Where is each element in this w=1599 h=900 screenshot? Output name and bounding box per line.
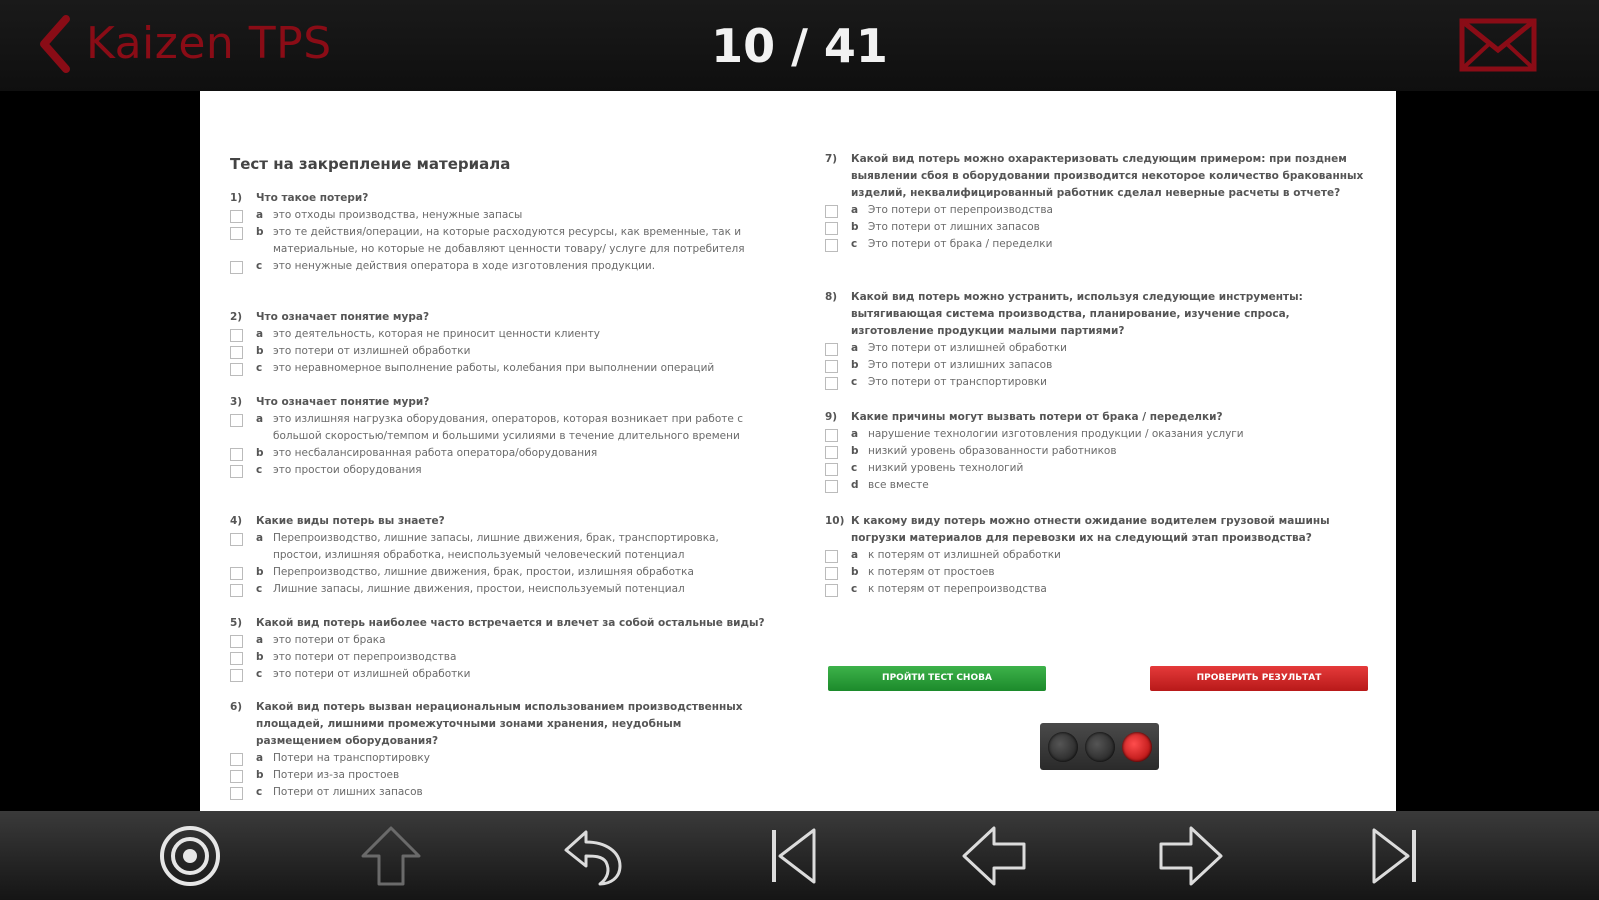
question-number: 2) xyxy=(230,311,243,323)
option-text: Потери из-за простоев xyxy=(273,769,400,781)
answer-option[interactable] xyxy=(230,649,770,666)
question-text xyxy=(230,699,770,750)
answer-checkbox[interactable] xyxy=(230,533,243,546)
answer-checkbox[interactable] xyxy=(825,446,838,459)
option-letter: c xyxy=(256,464,263,476)
answer-option[interactable] xyxy=(230,632,770,649)
question-number: 4) xyxy=(230,515,243,527)
answer-checkbox[interactable] xyxy=(230,414,243,427)
answer-option[interactable] xyxy=(825,443,1370,460)
last-page-button[interactable] xyxy=(1354,817,1434,895)
option-letter: b xyxy=(256,769,264,781)
question-label: К какому виду потерь можно отнести ожидание водителем грузовой машины погрузки материалов для перевозки их на следующий этап производства? xyxy=(851,515,1330,544)
question-number: 9) xyxy=(825,411,838,423)
option-letter: a xyxy=(851,428,859,440)
option-text: низкий уровень образованности работников xyxy=(868,445,1117,457)
traffic-light-off-1 xyxy=(1048,732,1078,762)
option-text: Перепроизводство, лишние движения, брак, простои, излишняя обработка xyxy=(273,566,694,578)
answer-option[interactable] xyxy=(230,564,770,581)
option-text: Это потери от брака / переделки xyxy=(868,238,1053,250)
answer-checkbox[interactable] xyxy=(825,480,838,493)
option-text: это потери от перепроизводства xyxy=(273,651,457,663)
option-text: Это потери от излишних запасов xyxy=(868,359,1053,371)
answer-option[interactable] xyxy=(230,666,770,683)
option-letter: a xyxy=(256,328,264,340)
target-icon xyxy=(158,824,222,888)
option-letter: a xyxy=(851,342,859,354)
envelope-icon xyxy=(1459,18,1537,72)
answer-checkbox[interactable] xyxy=(230,753,243,766)
answer-checkbox[interactable] xyxy=(825,343,838,356)
answer-checkbox[interactable] xyxy=(230,448,243,461)
traffic-light-red xyxy=(1122,732,1152,762)
option-letter: c xyxy=(256,668,263,680)
option-text: Потери от лишних запасов xyxy=(273,786,423,798)
option-letter: c xyxy=(851,238,858,250)
traffic-light xyxy=(1040,723,1159,770)
answer-option[interactable] xyxy=(825,547,1370,564)
option-letter: d xyxy=(851,479,859,491)
answer-checkbox[interactable] xyxy=(230,567,243,580)
question-label: Что такое потери? xyxy=(256,192,369,204)
answer-option[interactable] xyxy=(230,360,770,377)
answer-option[interactable] xyxy=(825,581,1370,598)
bottom-toolbar xyxy=(0,811,1599,900)
page-counter: 10 / 41 xyxy=(711,19,888,73)
option-text: Это потери от излишней обработки xyxy=(868,342,1067,354)
answer-option[interactable] xyxy=(230,750,770,767)
undo-button[interactable] xyxy=(553,817,633,895)
option-letter: a xyxy=(256,634,264,646)
answer-option[interactable] xyxy=(230,224,770,258)
next-page-button[interactable] xyxy=(1150,817,1230,895)
question-number: 7) xyxy=(825,153,838,165)
option-text: все вместе xyxy=(868,479,929,491)
answer-checkbox[interactable] xyxy=(230,635,243,648)
question-block xyxy=(230,699,770,801)
question-text xyxy=(230,394,770,411)
question-block xyxy=(230,394,770,479)
option-text: к потерям от излишней обработки xyxy=(868,549,1061,561)
prev-page-button[interactable] xyxy=(955,817,1035,895)
answer-checkbox[interactable] xyxy=(825,377,838,390)
question-block xyxy=(825,289,1370,391)
question-block xyxy=(230,309,770,377)
question-label: Какие причины могут вызвать потери от брака / переделки? xyxy=(851,411,1223,423)
option-text: Лишние запасы, лишние движения, простои, неиспользуемый потенциал xyxy=(273,583,685,595)
question-text xyxy=(825,513,1370,547)
option-text: это несбалансированная работа оператора/оборудования xyxy=(273,447,598,459)
target-button[interactable] xyxy=(150,817,230,895)
option-text: низкий уровень технологий xyxy=(868,462,1024,474)
question-label: Какой вид потерь можно охарактеризовать следующим примером: при позднем выявлении сбоя в оборудовании производится некоторое количество бракованных изделий, неквалифицированный работник сделал неверные расчеты в отчете? xyxy=(851,153,1364,199)
answer-checkbox[interactable] xyxy=(230,787,243,800)
option-text: это излишняя нагрузка оборудования, операторов, которая возникает при работе с большой скоростью/темпом и большими усилиями в течение длительного времени xyxy=(273,413,743,442)
answer-checkbox[interactable] xyxy=(825,429,838,442)
option-text: это деятельность, которая не приносит ценности клиенту xyxy=(273,328,600,340)
answer-checkbox[interactable] xyxy=(230,227,243,240)
answer-option[interactable] xyxy=(825,564,1370,581)
option-text: это потери от излишней обработки xyxy=(273,345,471,357)
prev-page-icon xyxy=(960,824,1030,888)
option-text: к потерям от простоев xyxy=(868,566,995,578)
question-block xyxy=(825,409,1370,494)
option-letter: c xyxy=(851,583,858,595)
up-arrow-icon xyxy=(359,824,423,888)
question-block xyxy=(230,513,770,598)
answer-checkbox[interactable] xyxy=(230,584,243,597)
option-text: это ненужные действия оператора в ходе изготовления продукции. xyxy=(273,260,656,272)
option-letter: a xyxy=(851,549,859,561)
option-text: Перепроизводство, лишние запасы, лишние движения, брак, транспортировка, простои, излишняя обработка, неиспользуемый человеческий потенциал xyxy=(273,532,719,561)
answer-option[interactable] xyxy=(230,258,770,275)
option-letter: a xyxy=(256,209,264,221)
answer-option[interactable] xyxy=(230,784,770,801)
answer-option[interactable] xyxy=(825,374,1370,391)
option-letter: a xyxy=(851,204,859,216)
answer-checkbox[interactable] xyxy=(230,652,243,665)
first-page-icon xyxy=(766,824,822,888)
option-text: нарушение технологии изготовления продукции / оказания услуги xyxy=(868,428,1244,440)
last-page-icon xyxy=(1366,824,1422,888)
answer-option[interactable] xyxy=(825,477,1370,494)
option-letter: b xyxy=(256,566,264,578)
question-block xyxy=(825,151,1370,253)
question-number: 5) xyxy=(230,617,243,629)
option-letter: a xyxy=(256,413,264,425)
question-number: 10) xyxy=(825,515,845,527)
option-text: это потери от излишней обработки xyxy=(273,668,471,680)
option-letter: b xyxy=(256,345,264,357)
next-page-icon xyxy=(1155,824,1225,888)
option-text: Это потери от транспортировки xyxy=(868,376,1047,388)
document-page xyxy=(200,91,1396,811)
answer-option[interactable] xyxy=(230,343,770,360)
answer-checkbox[interactable] xyxy=(230,363,243,376)
question-label: Какой вид потерь вызван нерациональным использованием производственных площадей, лишними промежуточными зонами хранения, неудобным размещением оборудования? xyxy=(256,701,743,747)
option-letter: b xyxy=(851,566,859,578)
question-block xyxy=(230,615,770,683)
answer-checkbox[interactable] xyxy=(825,360,838,373)
answer-option[interactable] xyxy=(825,340,1370,357)
first-page-button[interactable] xyxy=(754,817,834,895)
answer-option[interactable] xyxy=(230,326,770,343)
answer-option[interactable] xyxy=(230,207,770,224)
question-text xyxy=(825,289,1370,340)
answer-option[interactable] xyxy=(825,357,1370,374)
option-letter: b xyxy=(851,359,859,371)
question-label: Какой вид потерь можно устранить, используя следующие инструменты: вытягивающая система производства, планирование, изучение спроса, изготовление продукции малыми партиями? xyxy=(851,291,1303,337)
question-number: 8) xyxy=(825,291,838,303)
undo-arrow-icon xyxy=(560,826,626,886)
answer-checkbox[interactable] xyxy=(825,222,838,235)
answer-checkbox[interactable] xyxy=(230,329,243,342)
up-button[interactable] xyxy=(351,817,431,895)
option-letter: c xyxy=(256,583,263,595)
option-text: это потери от брака xyxy=(273,634,386,646)
question-text xyxy=(230,309,770,326)
answer-option[interactable] xyxy=(825,426,1370,443)
answer-option[interactable] xyxy=(230,767,770,784)
question-number: 6) xyxy=(230,701,243,713)
question-text xyxy=(230,190,770,207)
answer-checkbox[interactable] xyxy=(230,346,243,359)
answer-option[interactable] xyxy=(825,219,1370,236)
question-label: Что означает понятие мури? xyxy=(256,396,430,408)
option-text: это простои оборудования xyxy=(273,464,422,476)
retry-test-button[interactable]: ПРОЙТИ ТЕСТ СНОВА xyxy=(828,666,1046,691)
answer-option[interactable] xyxy=(825,202,1370,219)
question-text xyxy=(230,615,770,632)
answer-option[interactable] xyxy=(230,445,770,462)
answer-option[interactable] xyxy=(825,236,1370,253)
option-text: это неравномерное выполнение работы, колебания при выполнении операций xyxy=(273,362,715,374)
question-label: Что означает понятие мура? xyxy=(256,311,430,323)
answer-checkbox[interactable] xyxy=(825,584,838,597)
mail-button[interactable] xyxy=(1459,18,1537,76)
answer-checkbox[interactable] xyxy=(825,205,838,218)
answer-option[interactable] xyxy=(230,462,770,479)
option-text: Потери на транспортировку xyxy=(273,752,430,764)
check-result-button[interactable]: ПРОВЕРИТЬ РЕЗУЛЬТАТ xyxy=(1150,666,1368,691)
option-text: это отходы производства, ненужные запасы xyxy=(273,209,523,221)
question-text xyxy=(230,513,770,530)
question-label: Какие виды потерь вы знаете? xyxy=(256,515,445,527)
option-letter: b xyxy=(851,445,859,457)
option-text: Это потери от перепроизводства xyxy=(868,204,1053,216)
question-block xyxy=(825,513,1370,598)
option-letter: b xyxy=(256,226,264,238)
doc-title: Тест на закрепление материала xyxy=(230,155,511,173)
answer-checkbox[interactable] xyxy=(230,770,243,783)
option-letter: c xyxy=(256,260,263,272)
question-text xyxy=(825,151,1370,202)
answer-checkbox[interactable] xyxy=(825,550,838,563)
option-letter: a xyxy=(256,752,264,764)
answer-option[interactable] xyxy=(230,411,770,445)
option-letter: c xyxy=(256,786,263,798)
question-block xyxy=(230,190,770,275)
option-letter: c xyxy=(256,362,263,374)
traffic-light-off-2 xyxy=(1085,732,1115,762)
question-number: 3) xyxy=(230,396,243,408)
answer-option[interactable] xyxy=(825,460,1370,477)
answer-option[interactable] xyxy=(230,581,770,598)
back-label: Kaizen TPS xyxy=(86,18,332,69)
option-text: Это потери от лишних запасов xyxy=(868,221,1040,233)
answer-checkbox[interactable] xyxy=(230,465,243,478)
answer-option[interactable] xyxy=(230,530,770,564)
answer-checkbox[interactable] xyxy=(825,567,838,580)
option-letter: c xyxy=(851,462,858,474)
option-letter: c xyxy=(851,376,858,388)
answer-checkbox[interactable] xyxy=(825,239,838,252)
top-bar xyxy=(0,0,1599,91)
option-text: к потерям от перепроизводства xyxy=(868,583,1047,595)
option-letter: b xyxy=(256,651,264,663)
answer-checkbox[interactable] xyxy=(230,669,243,682)
option-letter: b xyxy=(851,221,859,233)
question-text xyxy=(825,409,1370,426)
option-text: это те действия/операции, на которые расходуются ресурсы, как временные, так и материальные, но которые не добавляют ценности товару/ услуге для потребителя xyxy=(273,226,745,255)
option-letter: b xyxy=(256,447,264,459)
answer-checkbox[interactable] xyxy=(230,261,243,274)
answer-checkbox[interactable] xyxy=(230,210,243,223)
question-number: 1) xyxy=(230,192,243,204)
option-letter: a xyxy=(256,532,264,544)
question-label: Какой вид потерь наиболее часто встречается и влечет за собой остальные виды? xyxy=(256,617,765,629)
answer-checkbox[interactable] xyxy=(825,463,838,476)
